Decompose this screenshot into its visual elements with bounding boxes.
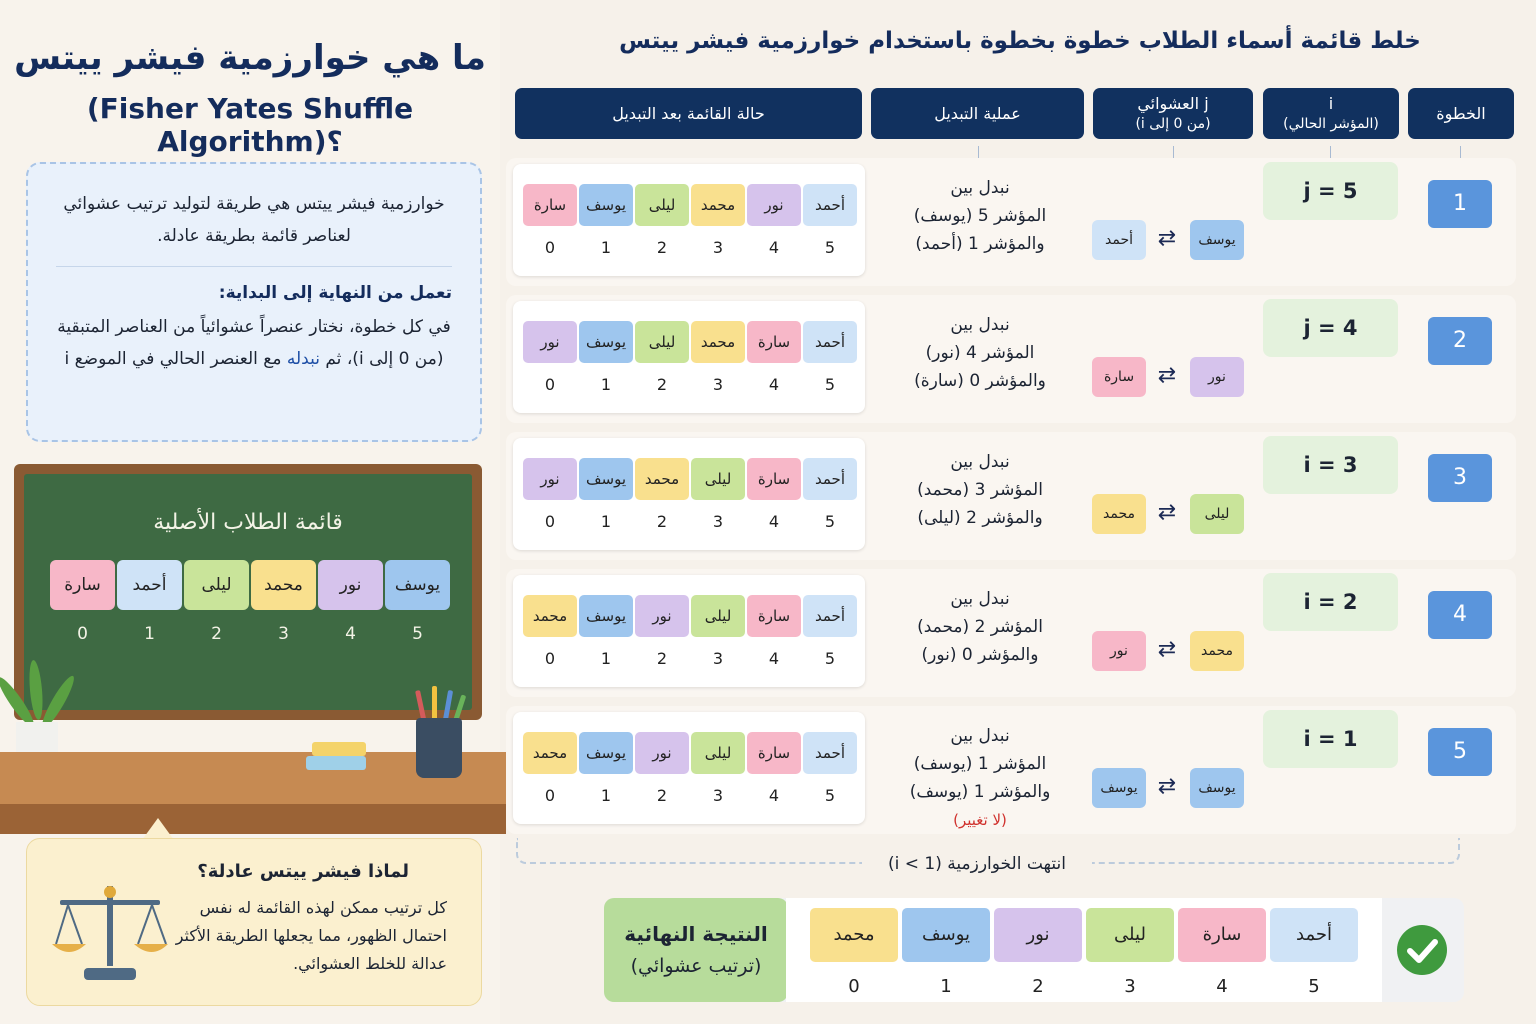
name-chip: ليلى [184,560,249,610]
swap-line: والمؤشر 0 (نور) [921,645,1039,665]
index-label: 0 [544,512,556,531]
index-label: 0 [544,238,556,257]
list-cell [523,732,577,805]
name-chip: ليلى [691,732,745,774]
step-list [523,458,857,531]
header-i [1263,88,1399,139]
header-step-label: الخطوة [1436,103,1486,123]
index-label: 3 [712,375,724,394]
final-label-sub: (ترتيب عشوائي) [630,955,762,977]
chalkboard [14,464,482,720]
how-text-part2: مع العنصر الحالي في الموضع i [64,349,287,369]
name-chip: سارة [747,595,801,637]
list-cell [747,184,801,257]
final-list-card [786,898,1382,1002]
step-number: 2 [1428,317,1492,365]
name-chip: أحمد [803,732,857,774]
name-chip: ليلى [1086,908,1174,962]
header-j [1093,88,1253,139]
list-cell [803,321,857,394]
swap-chip: نور [1190,357,1244,397]
name-chip: سارة [747,321,801,363]
swap-description [880,585,1080,669]
swap-description [880,448,1080,532]
name-chip: نور [635,732,689,774]
list-cell [747,321,801,394]
index-label: 5 [824,786,836,805]
swap-description [880,311,1080,395]
swap-chip: يوسف [1190,220,1244,260]
header-swap-label: عملية التبديل [934,103,1021,123]
swap-line: المؤشر 1 (يوسف) [913,754,1047,774]
name-chip: نور [994,908,1082,962]
index-label: 1 [600,375,612,394]
name-chip: نور [747,184,801,226]
index-label: 4 [1216,976,1228,997]
name-chip: سارة [747,732,801,774]
index-label: 5 [1308,976,1320,997]
list-cell [1086,908,1174,997]
list-cell [1270,908,1358,997]
chalkboard-surface [24,474,472,710]
list-cell [803,458,857,531]
header-step [1408,88,1514,139]
step-list-card [513,438,865,550]
pencil-cup-icon [416,718,462,778]
index-label: 4 [768,649,780,668]
swap-line: والمؤشر 0 (سارة) [914,371,1046,391]
index-label: 1 [600,512,612,531]
header-i-line2: (المؤشر الحالي) [1283,115,1379,132]
name-chip: سارة [747,458,801,500]
name-chip: يوسف [902,908,990,962]
end-label: انتهت الخوارزمية (i < 1) [862,850,1092,878]
swap-line: والمؤشر 1 (يوسف) [909,782,1051,802]
index-label: 2 [656,786,668,805]
list-cell [251,560,316,644]
swap-description [880,174,1080,258]
swap-chip: يوسف [1092,768,1146,808]
swap-line: والمؤشر 1 (أحمد) [915,234,1045,254]
list-cell [691,732,745,805]
swap-chip: محمد [1092,494,1146,534]
balance-scale-icon [50,878,170,986]
list-cell [902,908,990,997]
index-label: 3 [712,238,724,257]
swap-line: نبدل بين [950,178,1010,198]
index-label: 4 [345,624,356,644]
final-label-title: النتيجة النهائية [624,922,768,946]
name-chip: محمد [523,595,577,637]
connector [1460,146,1461,158]
original-list [50,560,450,644]
step-list [523,184,857,257]
index-label: 2 [656,512,668,531]
list-cell [803,732,857,805]
name-chip: أحمد [803,184,857,226]
book-icon [306,756,366,770]
list-cell [579,321,633,394]
list-cell [691,458,745,531]
list-cell [579,458,633,531]
list-cell [184,560,249,644]
header-state [515,88,862,139]
swap-chip: يوسف [1190,768,1244,808]
callout-tail [142,818,174,840]
swap-pair [1090,220,1246,262]
swap-chip: محمد [1190,631,1244,671]
name-chip: ليلى [691,595,745,637]
index-label: 4 [768,375,780,394]
intro-text: خوارزمية فيشر ييتس هي طريقة لتوليد ترتيب عشوائي لعناصر قائمة بطريقة عادلة. [63,194,445,246]
index-label: 1 [600,238,612,257]
step-number: 3 [1428,454,1492,502]
swap-pair [1090,768,1246,810]
how-text-highlight: نبدله [286,349,320,369]
connector [1330,146,1331,158]
index-label: 2 [1032,976,1044,997]
list-cell [1178,908,1266,997]
name-chip: يوسف [385,560,450,610]
name-chip: نور [635,595,689,637]
name-chip: أحمد [117,560,182,610]
swap-pair [1090,631,1246,673]
check-circle-icon [1396,924,1448,976]
list-cell [994,908,1082,997]
swap-description [880,722,1080,834]
index-label: 0 [544,375,556,394]
swap-arrows-icon: ⇄ [1157,226,1177,251]
name-chip: نور [523,321,577,363]
index-label: 5 [412,624,423,644]
name-chip: محمد [251,560,316,610]
list-cell [691,184,745,257]
name-chip: محمد [691,184,745,226]
swap-line: نبدل بين [950,589,1010,609]
index-value: i = 2 [1263,573,1398,631]
name-chip: سارة [50,560,115,610]
list-cell [635,458,689,531]
list-cell [747,732,801,805]
index-value: i = 1 [1263,710,1398,768]
final-result-label [604,898,788,1002]
name-chip: يوسف [579,595,633,637]
list-cell [635,732,689,805]
name-chip: محمد [523,732,577,774]
index-label: 3 [712,512,724,531]
list-cell [385,560,450,644]
swap-chip: نور [1092,631,1146,671]
connector [978,146,979,158]
name-chip: سارة [1178,908,1266,962]
index-label: 0 [544,649,556,668]
list-cell [579,732,633,805]
index-label: 4 [768,238,780,257]
list-cell [579,595,633,668]
swap-line: نبدل بين [950,452,1010,472]
index-label: 2 [656,649,668,668]
step-list-card [513,712,865,824]
index-label: 5 [824,238,836,257]
index-label: 1 [600,786,612,805]
divider [56,266,452,267]
name-chip: ليلى [635,321,689,363]
step-list [523,595,857,668]
index-label: 3 [712,786,724,805]
final-list [810,908,1358,997]
why-text: كل ترتيب ممكن لهذه القائمة له نفس احتمال الظهور، مما يجعلها الطريقة الأكثر عدالة للخلط العشوائي. [175,898,447,973]
step-list [523,732,857,805]
index-label: 1 [940,976,952,997]
list-cell [803,595,857,668]
swap-chip: سارة [1092,357,1146,397]
swap-pair [1090,357,1246,399]
list-cell [803,184,857,257]
left-panel [0,0,500,1024]
name-chip: نور [318,560,383,610]
header-j-line1: j العشوائي [1137,93,1209,113]
swap-line: نبدل بين [950,315,1010,335]
how-heading: تعمل من النهاية إلى البداية: [218,283,452,303]
swap-pair [1090,494,1246,536]
index-value: i = 3 [1263,436,1398,494]
step-number: 5 [1428,728,1492,776]
header-swap [871,88,1084,139]
index-label: 0 [848,976,860,997]
swap-line: نبدل بين [950,726,1010,746]
list-cell [523,595,577,668]
connector [1173,146,1174,158]
name-chip: يوسف [579,321,633,363]
name-chip: محمد [810,908,898,962]
list-cell [50,560,115,644]
index-label: 1 [600,649,612,668]
list-cell [635,595,689,668]
header-i-line1: i [1328,93,1334,113]
index-label: 1 [144,624,155,644]
list-cell [117,560,182,644]
swap-chip: أحمد [1092,220,1146,260]
list-cell [579,184,633,257]
list-cell [523,184,577,257]
swap-arrows-icon: ⇄ [1157,637,1177,662]
swap-arrows-icon: ⇄ [1157,500,1177,525]
index-value: j = 5 [1263,162,1398,220]
name-chip: ليلى [635,184,689,226]
name-chip: سارة [523,184,577,226]
step-number: 1 [1428,180,1492,228]
step-list-card [513,575,865,687]
list-cell [747,595,801,668]
name-chip: يوسف [579,184,633,226]
name-chip: أحمد [803,458,857,500]
book-icon [312,742,366,756]
header-j-line2: (من 0 إلى i) [1135,115,1211,132]
name-chip: أحمد [803,321,857,363]
list-cell [691,595,745,668]
how-text-part1: في كل خطوة، نختار عنصراً عشوائياً من العناصر المتبقية (من 0 إلى i)، ثم [57,317,451,369]
list-cell [691,321,745,394]
header-state-label: حالة القائمة بعد التبديل [612,103,765,123]
list-cell [635,184,689,257]
index-label: 3 [1124,976,1136,997]
list-cell [523,458,577,531]
name-chip: يوسف [579,732,633,774]
list-cell [635,321,689,394]
index-value: j = 4 [1263,299,1398,357]
swap-line: المؤشر 3 (محمد) [917,480,1043,500]
index-label: 2 [656,238,668,257]
steps-title: خلط قائمة أسماء الطلاب خطوة بخطوة باستخدام خوارزمية فيشر ييتس [619,28,1421,54]
list-cell [810,908,898,997]
step-number: 4 [1428,591,1492,639]
index-label: 5 [824,649,836,668]
swap-line: والمؤشر 2 (ليلى) [917,508,1043,528]
desk-front [0,804,506,834]
name-chip: محمد [635,458,689,500]
swap-arrows-icon: ⇄ [1157,774,1177,799]
step-list [523,321,857,394]
swap-chip: ليلى [1190,494,1244,534]
name-chip: محمد [691,321,745,363]
index-label: 3 [712,649,724,668]
name-chip: نور [523,458,577,500]
no-change-note: (لا تغيير) [953,811,1007,829]
name-chip: ليلى [691,458,745,500]
index-label: 4 [768,786,780,805]
swap-line: المؤشر 5 (يوسف) [913,206,1047,226]
list-cell [318,560,383,644]
swap-line: المؤشر 2 (محمد) [917,617,1043,637]
how-text [56,311,452,375]
board-title: قائمة الطلاب الأصلية [153,510,343,535]
why-heading: لماذا فيشر ييتس عادلة؟ [197,861,409,882]
step-list-card [513,164,865,276]
index-label: 5 [824,512,836,531]
name-chip: يوسف [579,458,633,500]
page-title: ما هي خوارزمية فيشر ييتس [14,38,486,78]
page-subtitle: (Fisher Yates Shuffle Algorithm)؟ [86,92,414,158]
index-label: 3 [278,624,289,644]
index-label: 5 [824,375,836,394]
list-cell [747,458,801,531]
index-label: 4 [768,512,780,531]
index-label: 0 [77,624,88,644]
swap-line: المؤشر 4 (نور) [925,343,1035,363]
swap-arrows-icon: ⇄ [1157,363,1177,388]
definition-box [26,162,482,442]
index-label: 2 [211,624,222,644]
name-chip: أحمد [1270,908,1358,962]
index-label: 2 [656,375,668,394]
step-list-card [513,301,865,413]
name-chip: أحمد [803,595,857,637]
list-cell [523,321,577,394]
index-label: 0 [544,786,556,805]
